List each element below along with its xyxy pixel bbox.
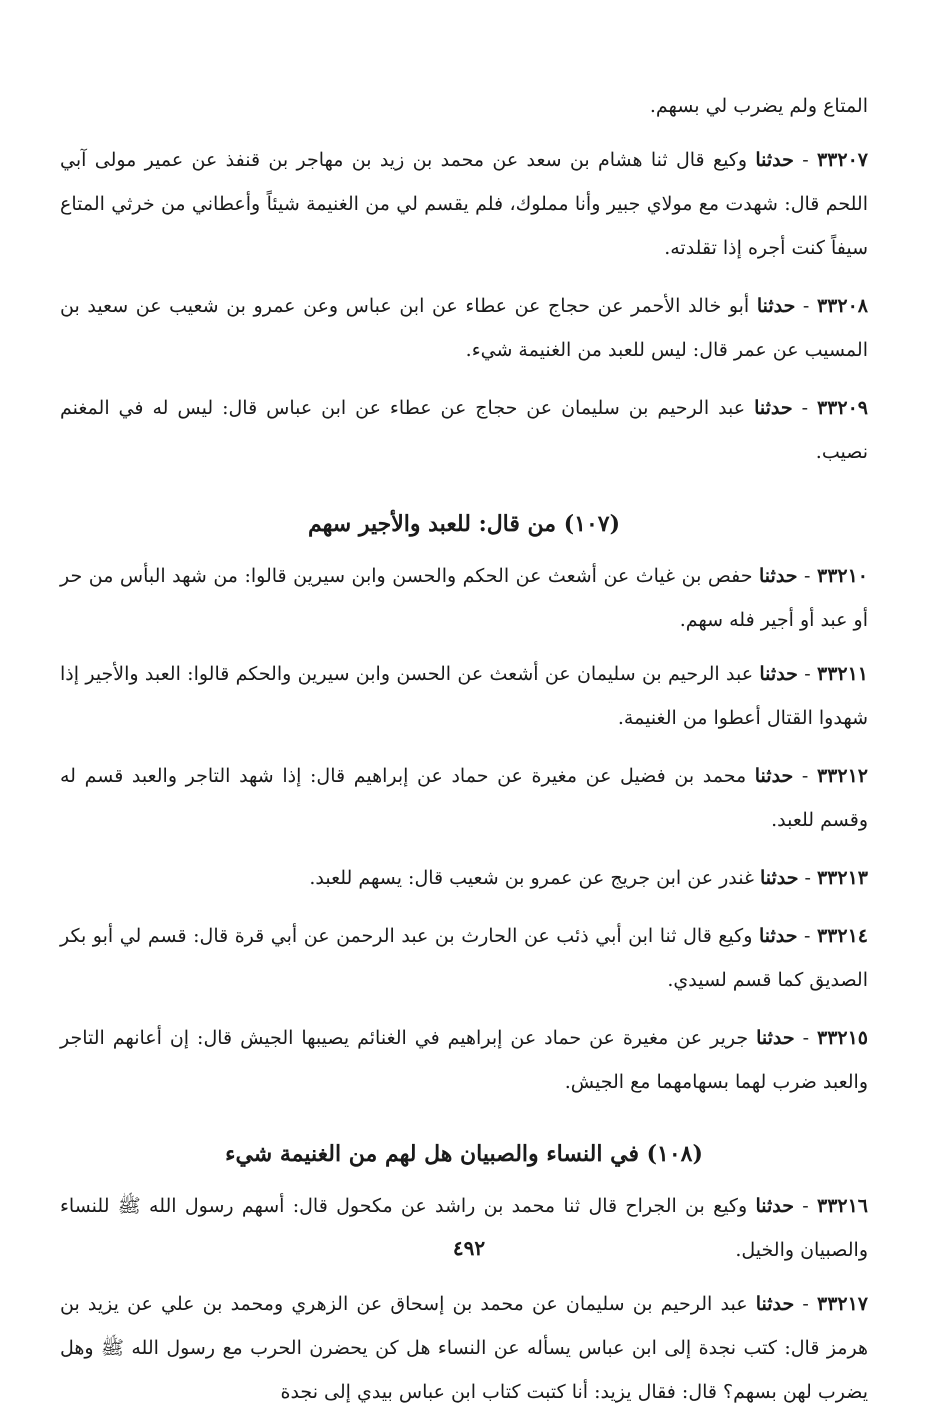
page-number: ٤٩٢ bbox=[452, 1236, 486, 1260]
hadith-text: وكيع بن الجراح قال ثنا محمد بن راشد عن مكحول قال: أسهم رسول الله ﷺ للنساء والصبيان والخيل. bbox=[60, 1195, 868, 1261]
hadith-paragraph: ٣٣٢١١ - حدثنا عبد الرحيم بن سليمان عن أشعث عن الحسن وابن سيرين والحكم قالوا: العبد والأجير إذا شهدوا القتال أعطوا من الغنيمة. bbox=[60, 663, 869, 729]
hadith-lead-word: حدثنا bbox=[754, 765, 794, 787]
hadith-text: غندر عن ابن جريج عن عمرو بن شعيب قال: يسهم للعبد. bbox=[309, 867, 754, 889]
hadith-lead-word: حدثنا bbox=[758, 925, 798, 947]
hadith-paragraph: ٣٣٢٠٩ - حدثنا عبد الرحيم بن سليمان عن حجاج عن عطاء عن ابن عباس قال: ليس له في المغنم نصيب. bbox=[60, 397, 868, 463]
hadith-number: ٣٣٢٠٨ bbox=[816, 295, 868, 317]
hadith-text: محمد بن فضيل عن مغيرة عن حماد عن إبراهيم قال: إذا شهد التاجر والعبد قسم له وقسم للعبد. bbox=[60, 765, 868, 831]
chapter-heading-107: (١٠٧) من قال: للعبد والأجير سهم bbox=[307, 511, 621, 537]
hadith-number: ٣٣٢١٧ bbox=[816, 1293, 869, 1315]
hadith-number: ٣٣٢٠٧ bbox=[816, 149, 868, 171]
paragraph-list-107 bbox=[60, 554, 868, 1104]
hadith-number: ٣٣٢١٥ bbox=[816, 1027, 869, 1049]
hadith-text: عبد الرحيم بن سليمان عن محمد بن إسحاق عن الزهري ومحمد بن علي عن يزيد بن هرمز قال: كتب نجدة إلى ابن عباس يسأله عن النساء هل كن يحضرن الحرب مع رسول الله ﷺ وهل يضرب لهن بسهم؟ قال: فقال يزيد: أنا كتبت كتاب ابن عباس بيدي إلى نجدة bbox=[60, 1293, 868, 1403]
hadith-paragraph: ٣٣٢٠٧ - حدثنا وكيع قال ثنا هشام بن سعد عن محمد بن زيد بن مهاجر بن قنفذ عن عمير مولى آبي اللحم قال: شهدت مع مولاي جبير وأنا مملوك، فلم يقسم لي من الغنيمة شيئاً وأعطاني من خرثي المتاع سيفاً كنت أجره إذا تقلدته. bbox=[60, 149, 868, 259]
hadith-number: ٣٣٢٠٩ bbox=[816, 397, 868, 419]
hadith-text: وكيع قال ثنا ابن أبي ذئب عن الحارث بن عبد الرحمن عن أبي قرة قال: قسم لي أبو بكر الصديق كما قسم لسيدي. bbox=[60, 925, 868, 991]
hadith-number: ٣٣٢١٢ bbox=[816, 765, 868, 787]
page-body bbox=[60, 84, 868, 1428]
hadith-number: ٣٣٢١٤ bbox=[816, 925, 868, 947]
hadith-text: جرير عن مغيرة عن حماد عن إبراهيم في الغنائم يصيبها الجيش قال: إن أعانهم التاجر والعبد ضرب لهما بسهامهما مع الجيش. bbox=[60, 1027, 868, 1093]
hadith-text: وكيع قال ثنا هشام بن سعد عن محمد بن زيد بن مهاجر بن قنفذ عن عمير مولى آبي اللحم قال: شهدت مع مولاي جبير وأنا مملوك، فلم يقسم لي من الغنيمة شيئاً وأعطاني من خرثي المتاع سيفاً كنت أجره إذا تقلدته. bbox=[60, 149, 868, 259]
hadith-paragraph: ٣٣٢١٢ - حدثنا محمد بن فضيل عن مغيرة عن حماد عن إبراهيم قال: إذا شهد التاجر والعبد قسم له وقسم للعبد. bbox=[60, 765, 868, 831]
hadith-number: ٣٣٢١١ bbox=[816, 663, 869, 685]
hadith-number: ٣٣٢١٠ bbox=[816, 565, 869, 587]
chapter-heading-108: (١٠٨) في النساء والصبيان هل لهم من الغنيمة شيء bbox=[225, 1141, 703, 1167]
hadith-text: المتاع ولم يضرب لي بسهم. bbox=[649, 95, 868, 117]
hadith-paragraph: ٣٣٢١٣ - حدثنا غندر عن ابن جريج عن عمرو بن شعيب قال: يسهم للعبد. bbox=[309, 867, 868, 889]
hadith-text: عبد الرحيم بن سليمان عن حجاج عن عطاء عن ابن عباس قال: ليس له في المغنم نصيب. bbox=[60, 397, 868, 463]
hadith-lead-word: حدثنا bbox=[755, 149, 794, 171]
hadith-lead-word: حدثنا bbox=[755, 1195, 794, 1217]
hadith-paragraph: ٣٣٢١٥ - حدثنا جرير عن مغيرة عن حماد عن إبراهيم في الغنائم يصيبها الجيش قال: إن أعانهم التاجر والعبد ضرب لهما بسهامهما مع الجيش. bbox=[60, 1027, 869, 1093]
hadith-lead-word: حدثنا bbox=[754, 397, 793, 419]
hadith-paragraph: ٣٣٢١٠ - حدثنا حفص بن غياث عن أشعث عن الحكم والحسن وابن سيرين قالوا: من شهد البأس من حر أو عبد أو أجير فله سهم. bbox=[60, 565, 869, 631]
hadith-lead-word: حدثنا bbox=[759, 565, 798, 587]
hadith-number: ٣٣٢١٣ bbox=[816, 867, 868, 889]
hadith-paragraph: ٣٣٢٠٨ - حدثنا أبو خالد الأحمر عن حجاج عن عطاء عن ابن عباس وعن عمرو بن شعيب عن سعيد بن المسيب عن عمر قال: ليس للعبد من الغنيمة شيء. bbox=[60, 295, 868, 361]
hadith-paragraph: ٣٣٢١٦ - حدثنا وكيع بن الجراح قال ثنا محمد بن راشد عن مكحول قال: أسهم رسول الله ﷺ للنساء والصبيان والخيل. bbox=[60, 1195, 869, 1261]
hadith-text: عبد الرحيم بن سليمان عن أشعث عن الحسن وابن سيرين والحكم قالوا: العبد والأجير إذا شهدوا القتال أعطوا من الغنيمة. bbox=[60, 663, 868, 729]
hadith-text: حفص بن غياث عن أشعث عن الحكم والحسن وابن سيرين قالوا: من شهد البأس من حر أو عبد أو أجير فله سهم. bbox=[60, 565, 868, 631]
hadith-text: أبو خالد الأحمر عن حجاج عن عطاء عن ابن عباس وعن عمرو بن شعيب عن سعيد بن المسيب عن عمر قال: ليس للعبد من الغنيمة شيء. bbox=[60, 295, 868, 361]
hadith-lead-word: حدثنا bbox=[755, 1293, 795, 1315]
hadith-paragraph: ٣٣٢١٤ - حدثنا وكيع قال ثنا ابن أبي ذئب عن الحارث بن عبد الرحمن عن أبي قرة قال: قسم لي أبو بكر الصديق كما قسم لسيدي. bbox=[60, 925, 868, 991]
hadith-lead-word: حدثنا bbox=[759, 663, 798, 685]
hadith-lead-word: حدثنا bbox=[756, 295, 796, 317]
paragraph-list-108 bbox=[60, 1184, 868, 1414]
hadith-paragraph: ٣٣٢١٧ - حدثنا عبد الرحيم بن سليمان عن محمد بن إسحاق عن الزهري ومحمد بن علي عن يزيد بن هرمز قال: كتب نجدة إلى ابن عباس يسأله عن النساء هل كن يحضرن الحرب مع رسول الله ﷺ وهل يضرب لهن بسهم؟ قال: فقال يزيد: أنا كتبت كتاب ابن عباس بيدي إلى نجدة bbox=[60, 1293, 869, 1403]
hadith-lead-word: حدثنا bbox=[756, 1027, 795, 1049]
hadith-paragraph bbox=[60, 84, 868, 128]
paragraph-list-top bbox=[60, 84, 868, 474]
hadith-number: ٣٣٢١٦ bbox=[816, 1195, 869, 1217]
hadith-lead-word: حدثنا bbox=[759, 867, 799, 889]
